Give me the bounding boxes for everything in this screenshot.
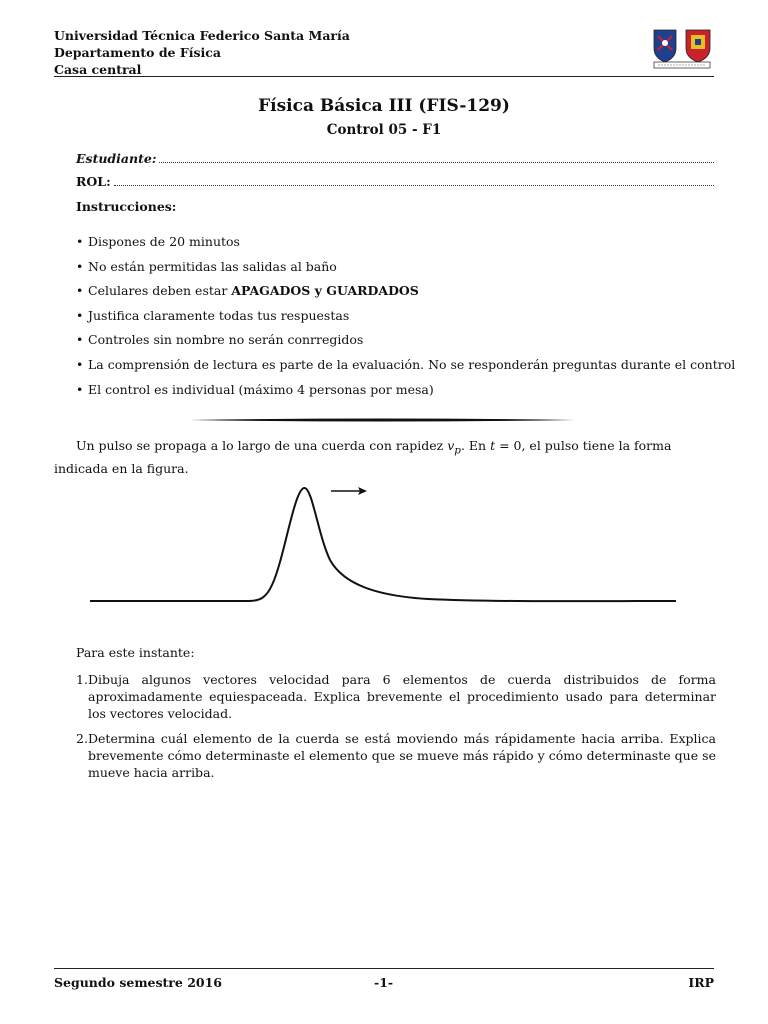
rol-label: ROL: (76, 174, 111, 189)
university-name: Universidad Técnica Federico Santa María (54, 28, 350, 43)
section-divider (190, 412, 575, 428)
institution-header (54, 27, 350, 78)
time-symbol: t (490, 438, 496, 453)
string-pulse-curve (90, 488, 676, 601)
questions-list (76, 671, 716, 789)
student-dotted-line (159, 152, 714, 163)
question-text: Determina cuál elemento de la cuerda se está moviendo más rápidamente hacia arriba. Explica brevemente cómo determinaste el elemento que se mueve más rápido y cómo determinaste que se mueve hacia arriba. (88, 731, 716, 780)
problem-statement: Un pulso se propaga a lo largo de una cuerda con rapidez $v_p$. En t = 0, el pulso tiene la forma indicada en la figura. (54, 438, 672, 476)
question-item (76, 671, 716, 722)
list-item: • Celulares deben estar APAGADOS y GUARDADOS (76, 282, 735, 307)
list-item: • No están permitidas las salidas al baño (76, 258, 735, 283)
list-item: • La comprensión de lectura es parte de la evaluación. No se responderán preguntas durante el control (76, 356, 735, 381)
semester-label: Segundo semestre 2016 (54, 975, 222, 990)
instructions-heading: Instrucciones: (76, 199, 177, 214)
list-item: • Justifica claramente todas tus respuestas (76, 307, 735, 332)
pulse-figure (88, 480, 678, 610)
exam-subtitle: Control 05 - F1 (326, 122, 442, 138)
page-number: -1- (374, 975, 394, 990)
footer-rule (54, 968, 714, 969)
department-name: Departamento de Física (54, 45, 221, 60)
instructions-list (76, 233, 735, 405)
student-label: Estudiante: (76, 151, 157, 166)
author-initials: IRP (688, 975, 714, 990)
velocity-subscript: p (454, 444, 461, 457)
header-rule (54, 76, 714, 77)
list-item: • Dispones de 20 minutos (76, 233, 735, 258)
student-field[interactable] (76, 151, 714, 166)
question-number: 2. (76, 731, 88, 746)
campus-name: Casa central (54, 62, 142, 77)
question-text: Dibuja algunos vectores velocidad para 6 elementos de cuerda distribuidos de forma aproximadamente equiespaceada. Explica brevemente el procedimiento usado para determinar los vectores velocidad. (88, 672, 716, 721)
university-seal-icon (650, 28, 714, 70)
course-title: Física Básica III (FIS-129) (258, 96, 510, 116)
question-number: 1. (76, 672, 88, 687)
list-item: • Controles sin nombre no serán conrregidos (76, 331, 735, 356)
instant-label: Para este instante: (76, 645, 195, 660)
velocity-symbol: v (447, 438, 455, 453)
emphasis-text: APAGADOS y GUARDADOS (231, 283, 419, 299)
rol-field[interactable] (76, 174, 714, 189)
question-item (76, 730, 716, 781)
list-item: • El control es individual (máximo 4 personas por mesa) (76, 381, 735, 406)
rol-dotted-line (114, 175, 714, 186)
